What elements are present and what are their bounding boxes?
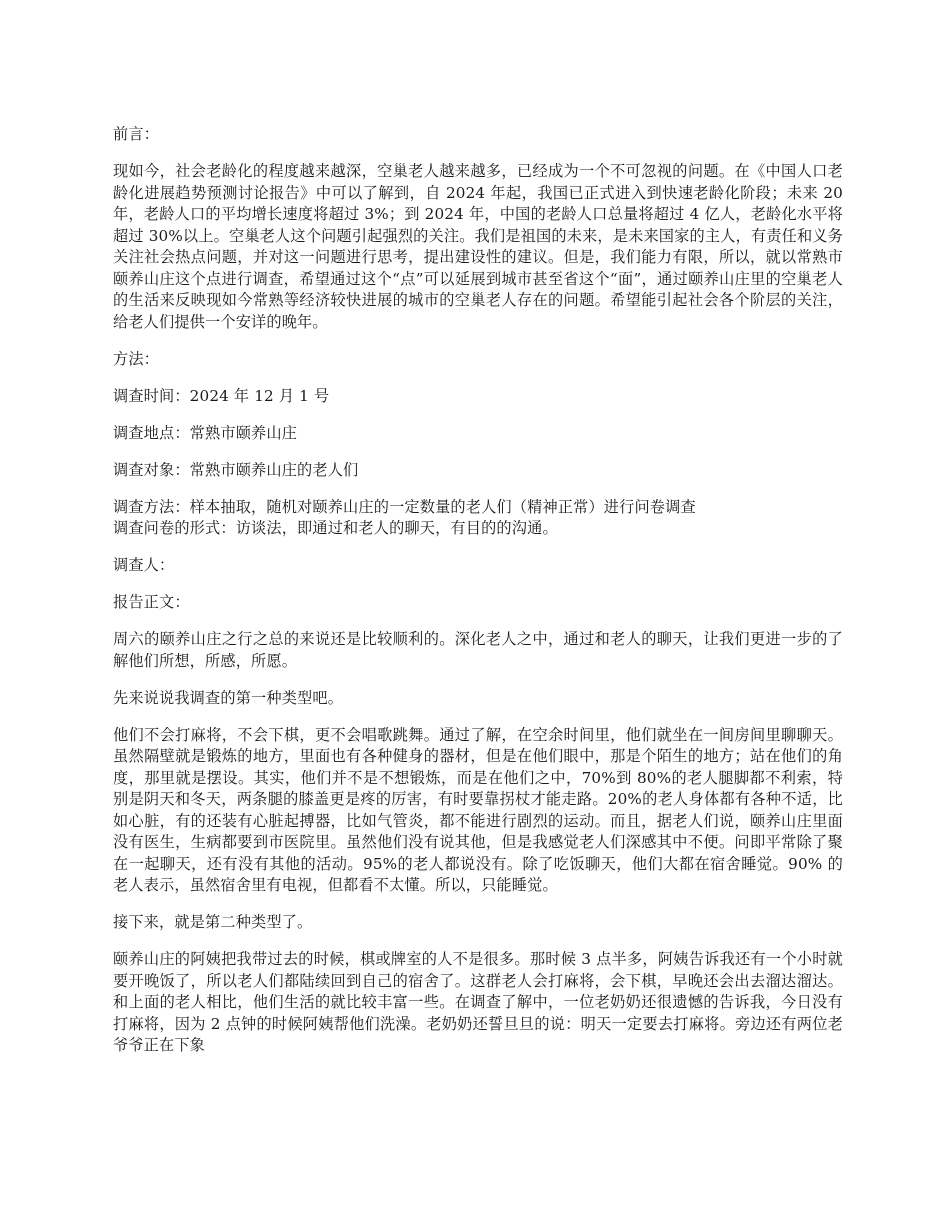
preface-heading: 前言： <box>113 125 160 143</box>
type2-paragraph: 颐养山庄的阿姨把我带过去的时候，棋或牌室的人不是很多。那时候 3 点半多，阿姨告诉我还有一个小时就要开晚饭了，所以老人们都陆续回到自己的宿舍了。这群老人会打麻将，会下棋，早晚还会出去溜达溜达。和上面的老人相比，他们生活的就比较丰富一些。在调查了解中，一位老奶奶还很遗憾的告诉我，今日没有打麻将，因为 2 点钟的时候阿姨帮他们洗澡。老奶奶还誓旦旦的说：明天一定要去打麻将。旁边还有两位老爷爷正在下象 <box>113 950 843 1054</box>
report-intro-paragraph: 周六的颐养山庄之行之总的来说还是比较顺利的。深化老人之中，通过和老人的聊天，让我们更进一步的了解他们所想，所感，所愿。 <box>113 630 843 670</box>
type1-paragraph: 他们不会打麻将，不会下棋，更不会唱歌跳舞。通过了解，在空余时间里，他们就坐在一间房间里聊聊天。虽然隔壁就是锻炼的地方，里面也有各种健身的器材，但是在他们眼中，那是个陌生的地方；站在他们的角度，那里就是摆设。其实，他们并不是不想锻炼，而是在他们之中，70%到 80%的老人腿脚都不利索，特别是阴天和冬天，两条腿的膝盖更是疼的厉害，有时要靠拐杖才能走路。20%的老人身体都有各种不适，比如心脏，有的还装有心脏起搏器，比如气管炎，都不能进行剧烈的运动。而且，据老人们说，颐养山庄里面没有医生，生病都要到市医院里。虽然他们没有说其他，但是我感觉老人们深感其中不便。问即平常除了聚在一起聊天，还有没有其他的活动。95%的老人都说没有。除了吃饭聊天，他们大都在宿舍睡觉。90% 的老人表示，虽然宿舍里有电视，但都看不太懂。所以，只能睡觉。 <box>113 725 843 894</box>
survey-time: 调查时间：2024 年 12 月 1 号 <box>113 386 330 405</box>
type2-intro: 接下来，就是第二种类型了。 <box>113 913 313 931</box>
preface-paragraph: 现如今，社会老龄化的程度越来越深，空巢老人越来越多，已经成为一个不可忽视的问题。在《中国人口老龄化进展趋势预测讨论报告》中可以了解到，自 2024 年起，我国已正式进入到快速老龄化阶段；未来 20 年，老龄人口的平均增长速度将超过 3%；到 2024 年，中国的老龄人口总量将超过 4 亿人，老龄化水平将超过 30%以上。空巢老人这个问题引起强烈的关注。我们是祖国的未来，是未来国家的主人，有责任和义务关注社会热点问题，并对这一问题进行思考，提出建设性的建议。但是，我们能力有限，所以，就以常熟市颐养山庄这个点进行调查，希望通过这个“点”可以延展到城市甚至省这个“面”，通过颐养山庄里的空巢老人的生活来反映现如今常熟等经济较快进展的城市的空巢老人存在的问题。希望能引起社会各个阶层的关注，给老人们提供一个安详的晚年。 <box>113 162 843 331</box>
method-heading: 方法： <box>113 349 160 368</box>
survey-place: 调查地点：常熟市颐养山庄 <box>113 423 298 442</box>
survey-target: 调查对象：常熟市颐养山庄的老人们 <box>113 460 359 479</box>
document-page <box>113 124 843 1072</box>
type1-intro: 先来说说我调查的第一种类型吧。 <box>113 688 344 707</box>
investigator: 调查人： <box>113 556 175 574</box>
report-heading: 报告正文： <box>113 593 190 611</box>
survey-method: 调查方法：样本抽取，随机对颐养山庄的一定数量的老人们（精神正常）进行问卷调查 <box>113 497 696 516</box>
survey-form: 调查问卷的形式：访谈法，即通过和老人的聊天，有目的的沟通。 <box>113 519 558 537</box>
